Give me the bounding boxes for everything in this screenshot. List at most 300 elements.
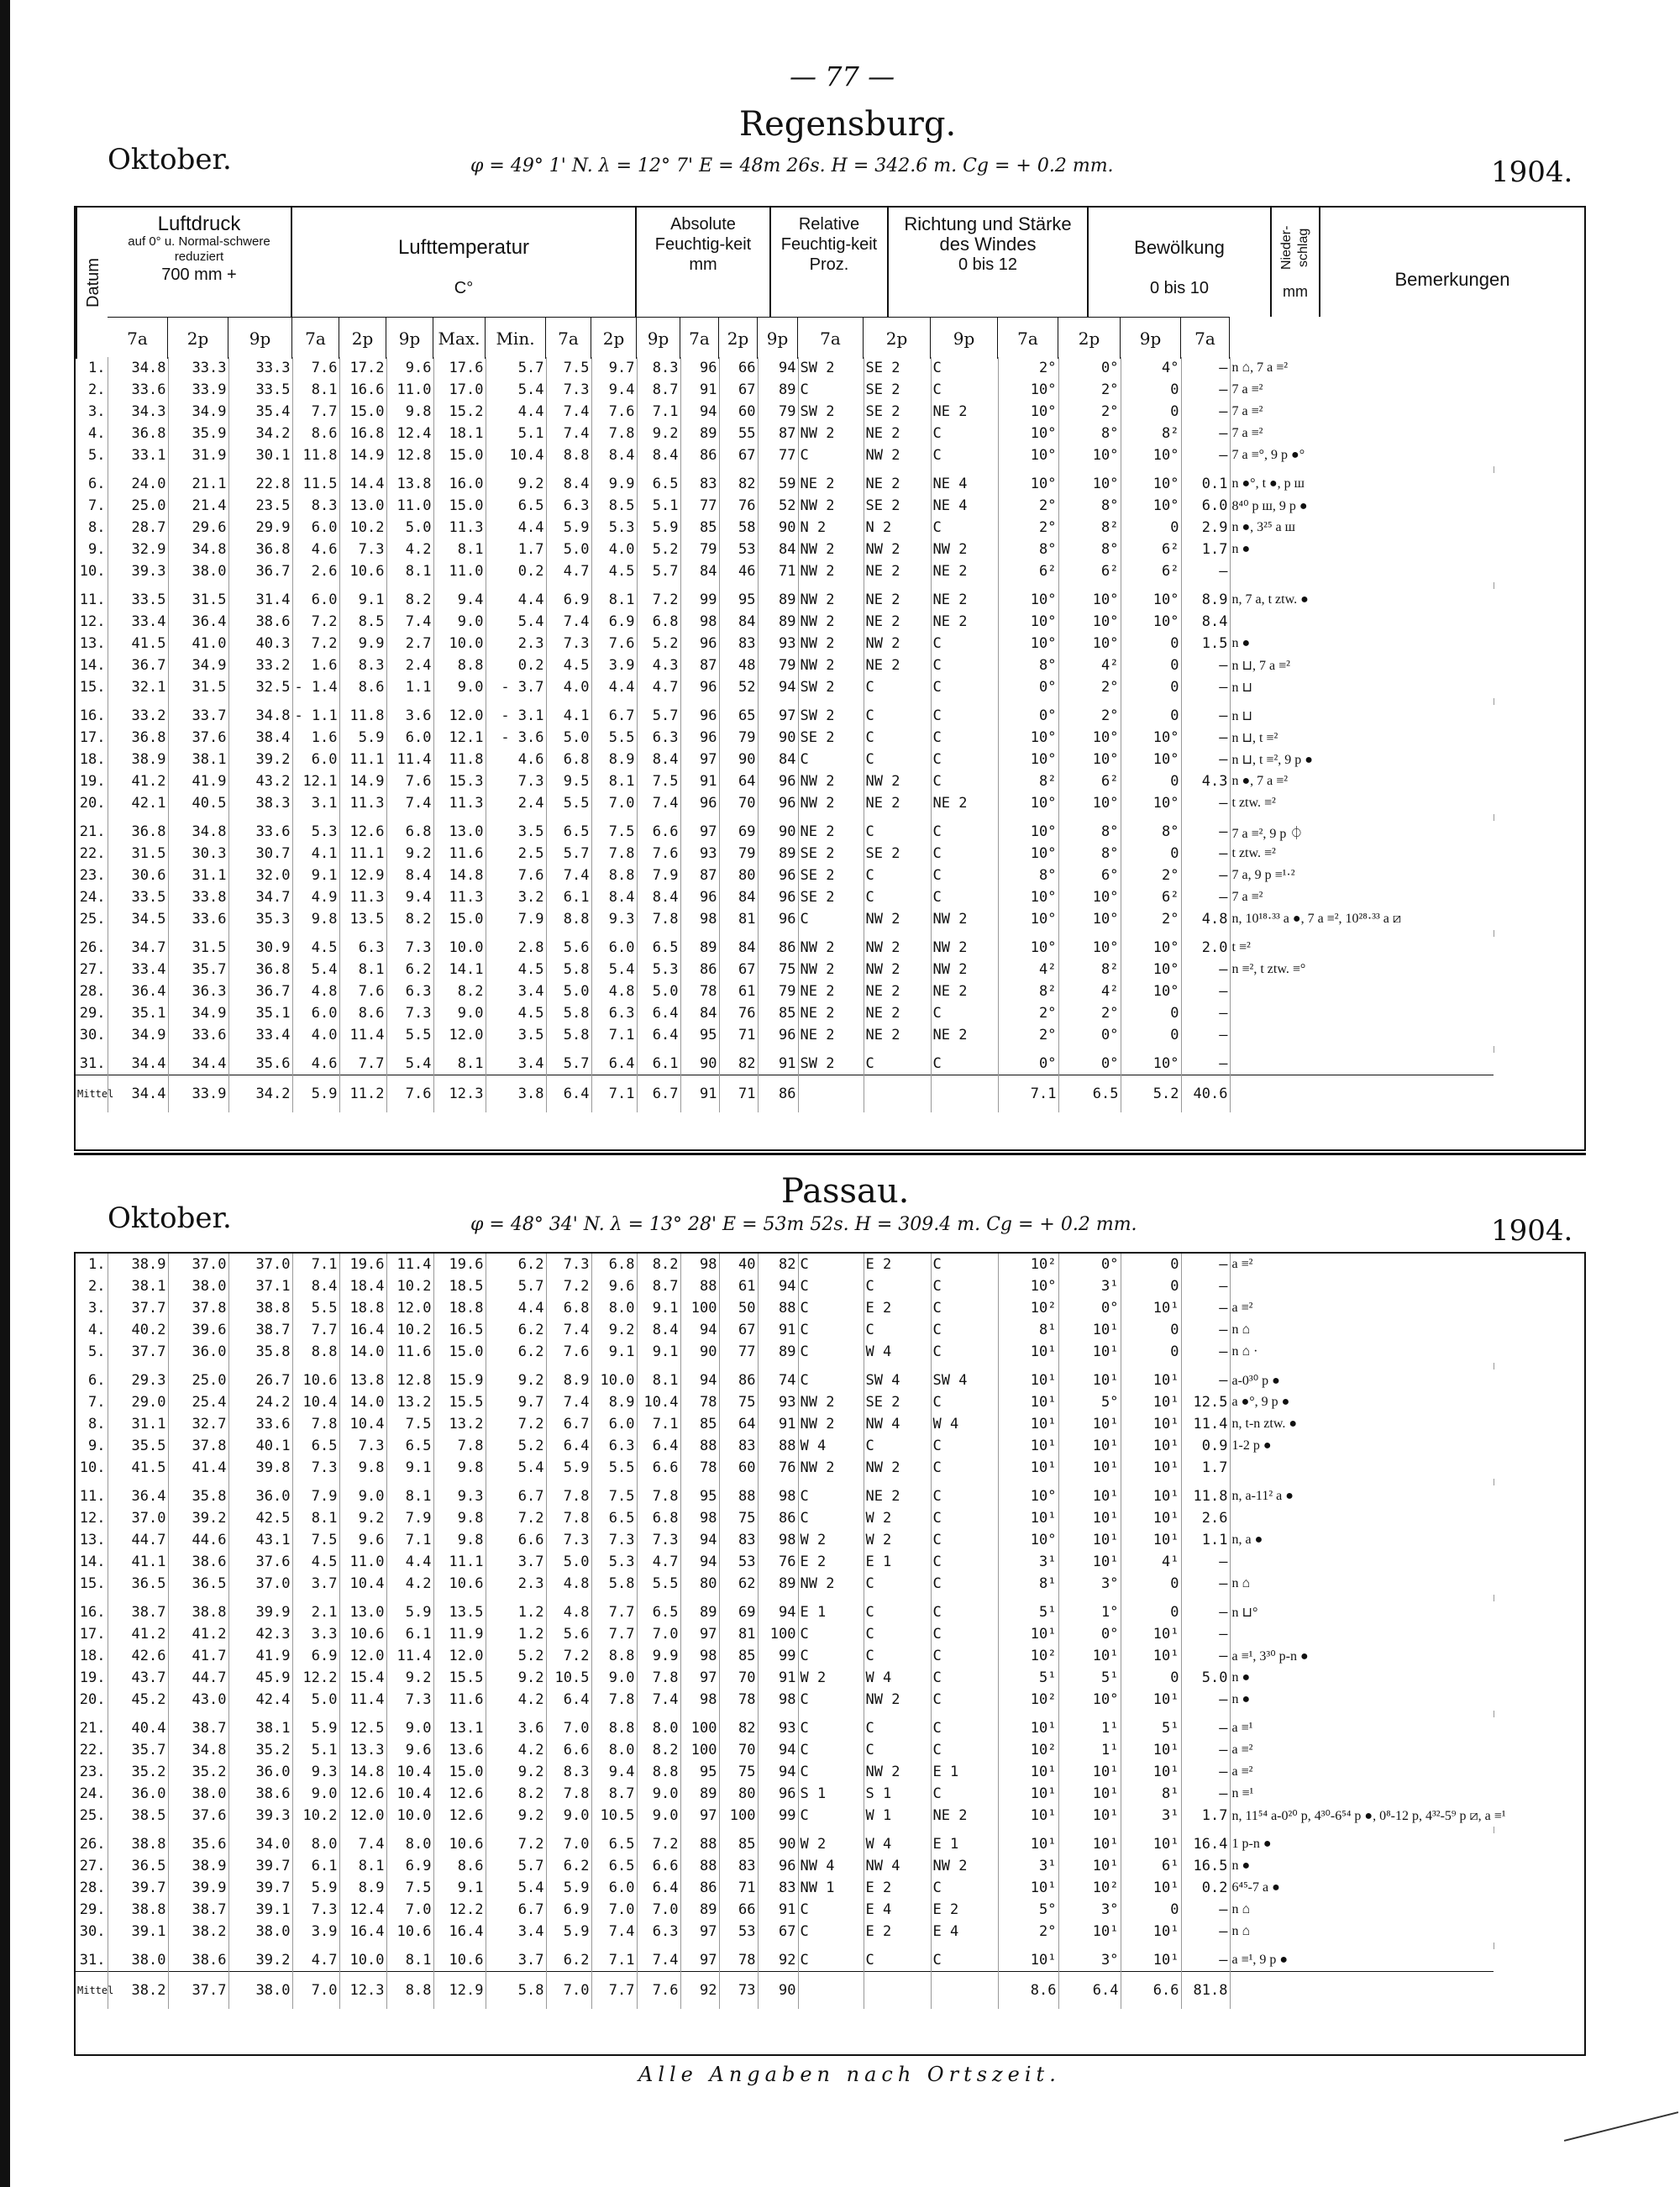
data-cell: 23.: [76, 1761, 108, 1783]
data-cell: 4.9: [292, 886, 339, 908]
data-cell: 10°: [1058, 792, 1121, 814]
data-cell: –: [1181, 1921, 1230, 1943]
data-cell: C: [798, 1645, 864, 1667]
remark-cell: 7 a ≡²: [1231, 426, 1263, 440]
data-cell: E 1: [798, 1601, 864, 1623]
data-cell: W 4: [864, 1833, 931, 1855]
data-cell: 8.9: [591, 1391, 637, 1413]
data-cell: –: [1181, 423, 1230, 444]
data-cell: 10°: [1058, 937, 1121, 959]
data-cell: 13.8: [339, 1370, 386, 1391]
data-cell: 7.4: [339, 1833, 386, 1855]
data-cell: C: [931, 1002, 998, 1024]
data-cell: 10¹: [1058, 1507, 1121, 1529]
data-cell: 79: [758, 980, 798, 1002]
data-cell: 0: [1121, 1573, 1181, 1595]
data-cell: 69: [719, 821, 758, 843]
data-cell: 9.6: [386, 357, 433, 379]
data-cell: 33.3: [168, 357, 228, 379]
data-cell: 5.7: [546, 1053, 591, 1075]
data-cell: 18.8: [339, 1297, 386, 1319]
data-cell: 5.4: [292, 959, 339, 980]
mean-cell: [864, 1075, 931, 1113]
data-cell: 35.8: [168, 1485, 228, 1507]
data-cell: W 2: [864, 1529, 931, 1551]
data-cell: 14.: [76, 655, 108, 676]
data-cell: SW 2: [798, 401, 864, 423]
data-cell: 5.7: [486, 1275, 546, 1297]
data-cell: 6.: [76, 1370, 108, 1391]
data-cell: 4.4: [486, 589, 546, 611]
data-cell: 35.7: [168, 959, 228, 980]
data-cell: 18.4: [339, 1275, 386, 1297]
data-cell: 10²: [998, 1645, 1058, 1667]
data-cell: 4.6: [292, 1053, 339, 1075]
data-cell: 10°: [998, 1529, 1058, 1551]
remark-cell: 7 a ≡²: [1231, 404, 1263, 418]
data-cell: 2.: [76, 1275, 108, 1297]
data-cell: 11.6: [386, 1341, 433, 1363]
data-cell: 1.5: [1181, 633, 1230, 655]
time-subheader: 7a: [108, 317, 168, 359]
data-cell: 7.3: [637, 1529, 680, 1551]
table-row: [76, 1551, 1494, 1573]
data-cell: 6²: [1121, 539, 1181, 560]
data-cell: 39.7: [108, 1877, 168, 1899]
table-row: [76, 611, 1494, 633]
data-cell: 3.6: [486, 1717, 546, 1739]
data-cell: 5¹: [1058, 1667, 1121, 1689]
data-cell: 9.0: [637, 1783, 680, 1805]
data-cell: 10°: [1058, 473, 1121, 495]
table-row: [76, 1297, 1494, 1319]
data-cell: 8.7: [637, 1275, 680, 1297]
data-cell: 12.0: [339, 1645, 386, 1667]
data-cell: 5.8: [546, 1024, 591, 1046]
data-cell: 8.4: [591, 886, 637, 908]
data-cell: NE 2: [931, 980, 998, 1002]
data-cell: 5.4: [386, 1053, 433, 1075]
data-cell: 35.4: [228, 401, 292, 423]
data-cell: 21.1: [168, 473, 228, 495]
data-cell: 99: [758, 1805, 798, 1827]
data-cell: 4.1: [546, 705, 591, 727]
data-cell: 10°: [998, 843, 1058, 865]
data-cell: NW 2: [931, 539, 998, 560]
data-cell: 15.0: [433, 444, 486, 466]
data-cell: 78: [680, 980, 719, 1002]
table-row: [76, 1949, 1494, 1972]
data-cell: C: [798, 1805, 864, 1827]
data-cell: 6.9: [546, 589, 591, 611]
data-cell: 5.7: [546, 843, 591, 865]
data-cell: C: [931, 1717, 998, 1739]
data-cell: 6.5: [546, 821, 591, 843]
data-cell: NW 2: [798, 495, 864, 517]
data-cell: 37.8: [168, 1435, 228, 1457]
data-cell: 1.7: [1181, 539, 1230, 560]
data-cell: C: [931, 1949, 998, 1972]
data-cell: 4.8: [1181, 908, 1230, 930]
data-cell: 88: [719, 1485, 758, 1507]
data-cell: 17.: [76, 727, 108, 749]
data-cell: S 1: [798, 1783, 864, 1805]
data-cell: 10°: [1058, 589, 1121, 611]
data-cell: - 3.1: [486, 705, 546, 727]
data-cell: 12.1: [292, 770, 339, 792]
header-temperatur: [292, 208, 637, 317]
data-cell: 15.3: [433, 770, 486, 792]
data-cell: 10.0: [386, 1805, 433, 1827]
data-cell: 7.3: [546, 379, 591, 401]
remark-cell: n ●: [1231, 1858, 1251, 1873]
data-cell: 8°: [998, 655, 1058, 676]
remark-cell: n, 10¹⁸·³³ a ●, 7 a ≡², 10²⁸·³³ a ⧄: [1231, 912, 1402, 926]
data-cell: 34.9: [168, 1002, 228, 1024]
data-cell: 18.1: [433, 423, 486, 444]
data-cell: 89: [680, 423, 719, 444]
data-cell: 92: [758, 1949, 798, 1972]
data-cell: 2°: [998, 495, 1058, 517]
data-cell: 7.9: [486, 908, 546, 930]
station-title-regensburg: Regensburg.: [739, 105, 957, 144]
data-cell: 1.7: [1181, 1457, 1230, 1479]
data-cell: 7.5: [386, 1877, 433, 1899]
table-row: [76, 705, 1494, 727]
data-cell: 7.4: [386, 792, 433, 814]
data-cell: 5.1: [292, 1739, 339, 1761]
data-cell: 94: [680, 401, 719, 423]
data-cell: 8°: [1058, 539, 1121, 560]
data-cell: 6.4: [591, 1053, 637, 1075]
data-cell: C: [931, 357, 998, 379]
data-cell: 37.8: [168, 1297, 228, 1319]
data-cell: 6.1: [386, 1623, 433, 1645]
data-cell: 5.3: [591, 1551, 637, 1573]
data-cell: 7.2: [546, 1275, 591, 1297]
table-row: [76, 1877, 1494, 1899]
data-cell: 0: [1121, 633, 1181, 655]
data-cell: 38.7: [168, 1717, 228, 1739]
data-cell: 0: [1121, 1319, 1181, 1341]
mean-cell: [798, 1075, 864, 1113]
data-cell: NW 2: [798, 611, 864, 633]
data-cell: 4²: [1058, 980, 1121, 1002]
data-cell: 8.1: [292, 1507, 339, 1529]
data-cell: 45.2: [108, 1689, 168, 1711]
remark-cell: n ≡², t ztw. ≡°: [1231, 962, 1306, 976]
data-cell: 62: [719, 1573, 758, 1595]
data-cell: C: [931, 423, 998, 444]
data-cell: 16.0: [433, 473, 486, 495]
remark-cell: a ≡¹, 9 p ●: [1231, 1953, 1289, 1967]
data-cell: 5.3: [637, 959, 680, 980]
data-cell: 8.3: [546, 1761, 591, 1783]
data-cell: 1.6: [292, 727, 339, 749]
data-cell: 11.1: [339, 749, 386, 770]
data-cell: 79: [758, 655, 798, 676]
data-cell: 8.2: [637, 1254, 680, 1275]
table-row: [76, 1689, 1494, 1711]
data-cell: 12.: [76, 611, 108, 633]
data-cell: 6.3: [637, 1921, 680, 1943]
data-cell: NW 2: [864, 959, 931, 980]
data-cell: 9.8: [339, 1457, 386, 1479]
data-cell: 5.9: [546, 1457, 591, 1479]
data-cell: 8.1: [386, 1485, 433, 1507]
data-cell: 10¹: [1121, 1457, 1181, 1479]
mean-cell: 40.6: [1181, 1075, 1230, 1113]
data-cell: 4.1: [292, 843, 339, 865]
data-cell: 9.4: [591, 379, 637, 401]
data-cell: 0.2: [486, 655, 546, 676]
data-cell: –: [1181, 379, 1230, 401]
mean-cell: 7.6: [637, 1972, 680, 2010]
data-cell: 4°: [1121, 357, 1181, 379]
header-rel-feucht-title: Relative Feuchtig-keit: [780, 215, 878, 254]
data-cell: 37.6: [228, 1551, 292, 1573]
data-cell: 7.6: [486, 865, 546, 886]
data-cell: 7.8: [637, 1667, 680, 1689]
data-cell: 17.: [76, 1623, 108, 1645]
data-cell: 39.3: [108, 560, 168, 582]
data-cell: 15.: [76, 1573, 108, 1595]
data-cell: 15.0: [433, 1341, 486, 1363]
data-cell: 7.7: [292, 401, 339, 423]
data-cell: 96: [680, 633, 719, 655]
data-cell: C: [864, 1435, 931, 1457]
data-cell: –: [1181, 1601, 1230, 1623]
data-cell: 64: [719, 770, 758, 792]
mean-cell: [1230, 1972, 1494, 2010]
data-cell: 7.0: [386, 1899, 433, 1921]
data-cell: 10¹: [1058, 1319, 1121, 1341]
data-cell: 9.2: [591, 1319, 637, 1341]
data-cell: 9.: [76, 539, 108, 560]
data-cell: 25.4: [168, 1391, 228, 1413]
data-cell: C: [798, 1319, 864, 1341]
data-cell: 7.0: [591, 792, 637, 814]
data-cell: NE 2: [931, 401, 998, 423]
data-cell: 6.0: [292, 517, 339, 539]
data-cell: 36.0: [168, 1341, 228, 1363]
data-cell: 39.8: [228, 1457, 292, 1479]
data-cell: 6²: [1058, 770, 1121, 792]
data-cell: 5¹: [1121, 1717, 1181, 1739]
data-cell: W 4: [931, 1413, 998, 1435]
data-cell: 5.3: [591, 517, 637, 539]
data-cell: 8.5: [591, 495, 637, 517]
data-cell: 8°: [1058, 423, 1121, 444]
data-cell: 55: [719, 423, 758, 444]
data-cell: 50: [719, 1297, 758, 1319]
data-cell: 11.3: [433, 886, 486, 908]
data-cell: 3.4: [486, 980, 546, 1002]
data-cell: 40.3: [228, 633, 292, 655]
data-cell: SE 2: [864, 401, 931, 423]
data-cell: 4²: [1058, 655, 1121, 676]
data-cell: 1.1: [386, 676, 433, 698]
data-cell: 75: [719, 1507, 758, 1529]
data-cell: 33.1: [108, 444, 168, 466]
data-cell: 1.6: [292, 655, 339, 676]
data-cell: 9.0: [433, 1002, 486, 1024]
data-cell: 9.: [76, 1435, 108, 1457]
data-cell: 6.1: [292, 1855, 339, 1877]
data-cell: 5.4: [591, 959, 637, 980]
data-cell: 10°: [998, 401, 1058, 423]
data-cell: 28.: [76, 1877, 108, 1899]
data-cell: C: [931, 1573, 998, 1595]
data-cell: 91: [758, 1899, 798, 1921]
data-cell: 76: [758, 1551, 798, 1573]
data-cell: 6.0: [292, 1002, 339, 1024]
data-cell: 13.8: [386, 473, 433, 495]
mean-cell: 12.3: [433, 1075, 486, 1113]
header-luftdruck-title: Luftdruck: [157, 213, 241, 235]
data-cell: NW 2: [798, 937, 864, 959]
remark-cell: n, 11⁵⁴ a-0²⁰ p, 4³⁰-6⁵⁴ p ●, 0⁸-12 p, 4³²-5⁹ p ⧄, a ≡¹: [1231, 1809, 1506, 1823]
data-cell: 32.0: [228, 865, 292, 886]
data-cell: 5.1: [486, 423, 546, 444]
data-cell: 38.6: [228, 611, 292, 633]
data-cell: 78: [680, 1457, 719, 1479]
data-cell: 4.8: [546, 1601, 591, 1623]
data-cell: 10.5: [591, 1805, 637, 1827]
data-cell: 10¹: [1058, 1370, 1121, 1391]
data-cell: C: [931, 886, 998, 908]
data-cell: 96: [758, 1024, 798, 1046]
remark-cell: 6⁴⁵-7 a ●: [1231, 1880, 1280, 1895]
mean-cell: 7.1: [591, 1075, 637, 1113]
data-cell: 6.9: [591, 611, 637, 633]
data-cell: 8°: [1058, 495, 1121, 517]
data-cell: C: [931, 1601, 998, 1623]
data-cell: 8.1: [386, 1949, 433, 1972]
data-cell: 10¹: [998, 1507, 1058, 1529]
data-cell: 36.4: [108, 980, 168, 1002]
data-cell: 5.0: [546, 539, 591, 560]
table-row: [76, 1717, 1494, 1739]
data-cell: 3.5: [486, 1024, 546, 1046]
data-cell: 12.6: [339, 1783, 386, 1805]
data-cell: 10¹: [1058, 1855, 1121, 1877]
data-cell: C: [931, 727, 998, 749]
data-cell: C: [864, 1601, 931, 1623]
data-cell: 59: [758, 473, 798, 495]
footer-note: Alle Angaben nach Ortszeit.: [638, 2063, 1061, 2086]
data-cell: 22.: [76, 843, 108, 865]
mean-cell: 90: [758, 1972, 798, 2010]
data-cell: 7.: [76, 495, 108, 517]
data-cell: 11.3: [339, 792, 386, 814]
data-cell: 7.4: [546, 1319, 591, 1341]
data-cell: 8.4: [386, 865, 433, 886]
data-cell: 19.: [76, 1667, 108, 1689]
data-cell: 4.2: [386, 539, 433, 560]
data-cell: C: [864, 1739, 931, 1761]
data-cell: 98: [680, 1507, 719, 1529]
data-cell: 7.0: [591, 1899, 637, 1921]
data-cell: 12.5: [339, 1717, 386, 1739]
data-cell: 10²: [998, 1297, 1058, 1319]
data-cell: 0: [1121, 676, 1181, 698]
data-cell: 10¹: [1058, 1921, 1121, 1943]
data-cell: 85: [680, 517, 719, 539]
data-cell: 4.4: [591, 676, 637, 698]
data-cell: 12.6: [339, 821, 386, 843]
data-cell: 25.0: [168, 1370, 228, 1391]
data-cell: 16.: [76, 1601, 108, 1623]
data-cell: NE 2: [864, 589, 931, 611]
data-cell: 5.9: [292, 1877, 339, 1899]
data-cell: 11.4: [339, 1024, 386, 1046]
data-cell: 10¹: [998, 1341, 1058, 1363]
table-row: [76, 1275, 1494, 1297]
data-cell: 10¹: [1121, 1370, 1181, 1391]
data-cell: NW 4: [864, 1855, 931, 1877]
data-cell: 10°: [1121, 589, 1181, 611]
data-cell: 91: [758, 1667, 798, 1689]
data-cell: 38.8: [108, 1899, 168, 1921]
data-cell: 90: [719, 749, 758, 770]
data-cell: –: [1181, 1254, 1230, 1275]
data-cell: 34.7: [228, 886, 292, 908]
data-cell: 10¹: [1121, 1761, 1181, 1783]
remark-cell: n, a-11² a ●: [1231, 1489, 1294, 1503]
data-cell: 94: [758, 1275, 798, 1297]
data-cell: 98: [680, 1689, 719, 1711]
data-cell: 17.6: [433, 357, 486, 379]
data-cell: C: [864, 749, 931, 770]
data-cell: 7.6: [292, 357, 339, 379]
table-row: [76, 1507, 1494, 1529]
data-cell: W 2: [798, 1667, 864, 1689]
data-cell: 8.0: [591, 1297, 637, 1319]
data-cell: 27.: [76, 1855, 108, 1877]
data-cell: 9.2: [486, 1805, 546, 1827]
remark-cell: [1230, 980, 1494, 1002]
data-cell: 16.4: [339, 1319, 386, 1341]
data-cell: 7.0: [637, 1899, 680, 1921]
data-cell: 34.9: [168, 401, 228, 423]
data-cell: 5.5: [292, 1297, 339, 1319]
data-cell: 6.5: [591, 1855, 637, 1877]
data-cell: 37.7: [108, 1297, 168, 1319]
data-cell: 41.5: [108, 633, 168, 655]
data-cell: 95: [680, 1485, 719, 1507]
data-cell: 38.7: [108, 1601, 168, 1623]
data-cell: 97: [758, 705, 798, 727]
data-cell: 46: [719, 560, 758, 582]
data-cell: NE 2: [798, 980, 864, 1002]
data-cell: –: [1181, 705, 1230, 727]
data-cell: NE 2: [931, 589, 998, 611]
data-cell: C: [864, 1717, 931, 1739]
remark-cell: n ●, 3²⁵ a ш: [1231, 520, 1295, 534]
data-cell: 1.2: [486, 1601, 546, 1623]
remark-cell: 1 p-n ●: [1231, 1837, 1272, 1851]
data-cell: 95: [680, 1761, 719, 1783]
data-cell: 10¹: [1058, 1529, 1121, 1551]
data-cell: SW 4: [931, 1370, 998, 1391]
data-cell: 96: [758, 865, 798, 886]
data-cell: 38.0: [228, 1921, 292, 1943]
data-cell: 36.3: [168, 980, 228, 1002]
data-cell: 7.0: [637, 1623, 680, 1645]
data-cell: 5.7: [637, 705, 680, 727]
data-cell: 8.8: [292, 1341, 339, 1363]
